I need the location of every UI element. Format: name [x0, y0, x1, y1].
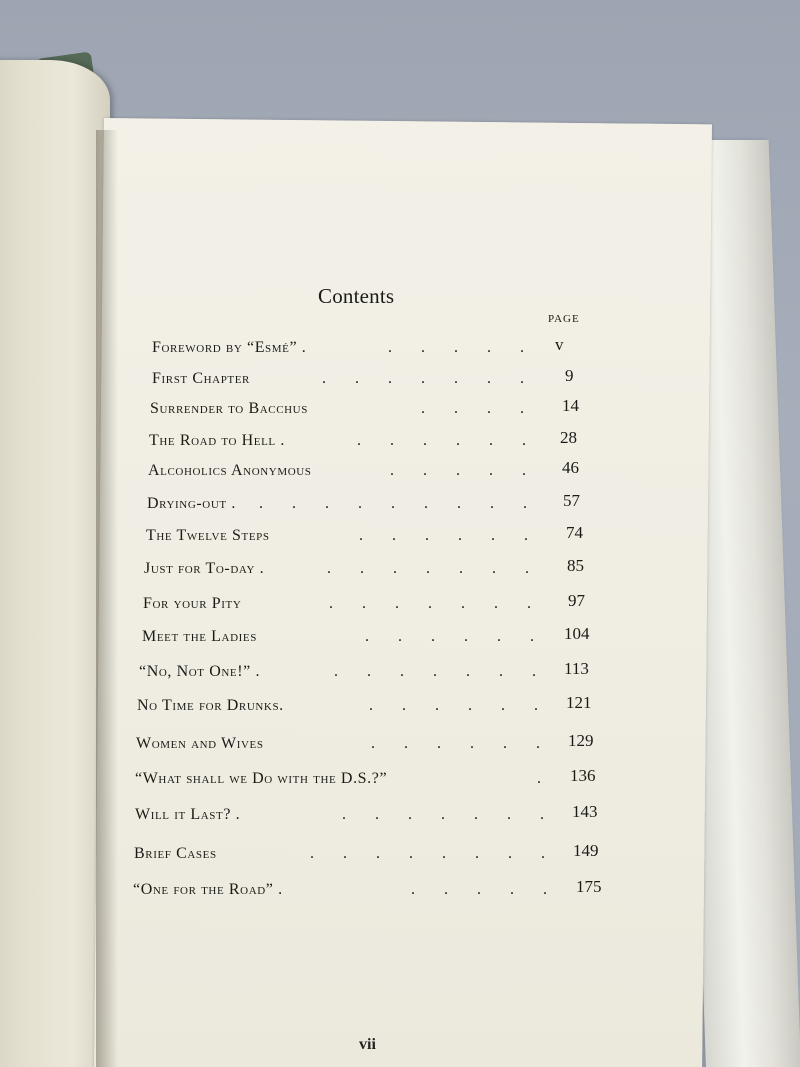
- leader-dot: .: [543, 881, 547, 898]
- toc-entry: [136, 731, 594, 753]
- toc-entry-title: Alcoholics Anonymous: [148, 462, 312, 479]
- leader-dot: .: [540, 806, 544, 823]
- leader-dot: .: [367, 663, 371, 680]
- leader-dot: .: [357, 432, 361, 449]
- leader-dot: .: [441, 806, 445, 823]
- leader-dot: .: [421, 339, 425, 356]
- toc-entry-title: The Twelve Steps: [146, 527, 270, 544]
- leader-dot: .: [541, 845, 545, 862]
- leader-dot: .: [487, 370, 491, 387]
- leader-dot: .: [376, 845, 380, 862]
- toc-entry-title: Foreword by “Esmé” .: [152, 339, 307, 356]
- leader-dot: .: [522, 432, 526, 449]
- leader-dot: .: [501, 697, 505, 714]
- toc-entry: [149, 428, 577, 450]
- leader-dot: .: [391, 495, 395, 512]
- leader-dot: .: [489, 462, 493, 479]
- toc-entry-title: “No, Not One!” .: [139, 663, 261, 680]
- toc-entry-page: 85: [567, 556, 584, 575]
- leader-dot: .: [334, 663, 338, 680]
- leader-dot: .: [392, 527, 396, 544]
- leader-dot: .: [435, 697, 439, 714]
- toc-entry-page: 57: [563, 491, 580, 510]
- toc-entry: [152, 366, 574, 388]
- leader-dot: .: [342, 806, 346, 823]
- toc-entry: [135, 802, 598, 824]
- leader-dot: .: [474, 806, 478, 823]
- toc-entry-title: Surrender to Bacchus: [150, 400, 308, 417]
- leader-dot: .: [497, 628, 501, 645]
- toc-entry: [152, 335, 564, 357]
- leader-dot: .: [423, 462, 427, 479]
- leader-dot: .: [355, 370, 359, 387]
- leader-dot: .: [259, 495, 263, 512]
- leader-dot: .: [402, 697, 406, 714]
- toc-entry-title: Meet the Ladies: [142, 628, 257, 645]
- leader-dot: .: [537, 770, 541, 787]
- toc-entry-title: Will it Last? .: [135, 806, 241, 823]
- leader-dot: .: [437, 735, 441, 752]
- toc-entry-title: No Time for Drunks.: [137, 697, 284, 714]
- toc-entry-page: 97: [568, 591, 585, 610]
- leader-dot: .: [393, 560, 397, 577]
- leader-dot: .: [508, 845, 512, 862]
- leader-dot: .: [499, 663, 503, 680]
- toc-entry: [137, 693, 592, 715]
- leader-dot: .: [421, 400, 425, 417]
- leader-dot: .: [424, 495, 428, 512]
- leader-dot: .: [492, 560, 496, 577]
- toc-entry-page: 121: [566, 693, 592, 712]
- page-folio: vii: [359, 1036, 376, 1053]
- leader-dot: .: [409, 845, 413, 862]
- toc-entry: [146, 523, 583, 545]
- leader-dot: .: [487, 339, 491, 356]
- toc-entry: [143, 591, 585, 613]
- leader-dot: .: [466, 663, 470, 680]
- toc-entry-page: 149: [573, 841, 599, 860]
- leader-dot: .: [536, 735, 540, 752]
- leader-dot: .: [494, 595, 498, 612]
- leader-dot: .: [520, 370, 524, 387]
- leader-dot: .: [530, 628, 534, 645]
- leader-dot: .: [428, 595, 432, 612]
- leader-dot: .: [425, 527, 429, 544]
- toc-entry-page: 143: [572, 802, 598, 821]
- toc-entry-page: 113: [564, 659, 589, 678]
- leader-dot: .: [329, 595, 333, 612]
- leader-dot: .: [388, 370, 392, 387]
- leader-dot: .: [522, 462, 526, 479]
- toc-entry-title: “What shall we Do with the D.S.?”: [135, 770, 388, 787]
- toc-entry-page: 9: [565, 366, 574, 385]
- toc-entry-title: Women and Wives: [136, 735, 264, 752]
- leader-dot: .: [532, 663, 536, 680]
- leader-dot: .: [408, 806, 412, 823]
- leader-dot: .: [327, 560, 331, 577]
- leader-dot: .: [475, 845, 479, 862]
- toc-entry: [144, 556, 584, 578]
- page-title: Contents: [318, 284, 395, 308]
- leader-dot: .: [390, 462, 394, 479]
- toc-entry: [147, 491, 580, 513]
- leader-dot: .: [477, 881, 481, 898]
- leader-dot: .: [444, 881, 448, 898]
- toc-entry-page: 28: [560, 428, 577, 447]
- leader-dot: .: [365, 628, 369, 645]
- leader-dot: .: [523, 495, 527, 512]
- toc-entry-title: Just for To-day .: [144, 560, 265, 577]
- toc-entry: [133, 877, 602, 899]
- leader-dot: .: [489, 432, 493, 449]
- leader-dot: .: [322, 370, 326, 387]
- toc-entry: [135, 766, 596, 788]
- toc-entry-title: “One for the Road” .: [133, 881, 283, 898]
- leader-dot: .: [456, 432, 460, 449]
- leader-dot: .: [343, 845, 347, 862]
- leader-dot: .: [534, 697, 538, 714]
- toc-entry-page: 46: [562, 458, 579, 477]
- leader-dot: .: [325, 495, 329, 512]
- leader-dot: .: [507, 806, 511, 823]
- toc-entry: [139, 659, 589, 681]
- leader-dot: .: [292, 495, 296, 512]
- leader-dot: .: [470, 735, 474, 752]
- leader-dot: .: [458, 527, 462, 544]
- leader-dot: .: [464, 628, 468, 645]
- leader-dot: .: [520, 400, 524, 417]
- leader-dot: .: [487, 400, 491, 417]
- toc-entry: [148, 458, 579, 480]
- toc-entry-page: 129: [568, 731, 594, 750]
- leader-dot: .: [359, 527, 363, 544]
- leader-dot: .: [527, 595, 531, 612]
- toc-entry: [142, 624, 590, 646]
- leader-dot: .: [491, 527, 495, 544]
- leader-dot: .: [426, 560, 430, 577]
- leader-dot: .: [468, 697, 472, 714]
- leader-dot: .: [454, 339, 458, 356]
- leader-dot: .: [371, 735, 375, 752]
- leader-dot: .: [461, 595, 465, 612]
- leader-dot: .: [431, 628, 435, 645]
- leader-dot: .: [398, 628, 402, 645]
- leader-dot: .: [454, 400, 458, 417]
- leader-dot: .: [310, 845, 314, 862]
- leader-dot: .: [442, 845, 446, 862]
- leader-dot: .: [362, 595, 366, 612]
- toc-entry-page: 136: [570, 766, 596, 785]
- leader-dot: .: [510, 881, 514, 898]
- toc-entry-title: Drying-out .: [147, 495, 236, 512]
- leader-dot: .: [457, 495, 461, 512]
- leader-dot: .: [411, 881, 415, 898]
- toc-entry-title: For your Pity: [143, 595, 242, 612]
- leader-dot: .: [390, 432, 394, 449]
- leader-dot: .: [375, 806, 379, 823]
- leader-dot: .: [369, 697, 373, 714]
- leader-dot: .: [358, 495, 362, 512]
- toc-entry: [134, 841, 599, 863]
- leader-dot: .: [433, 663, 437, 680]
- leader-dot: .: [404, 735, 408, 752]
- leader-dot: .: [423, 432, 427, 449]
- leader-dot: .: [520, 339, 524, 356]
- leader-dot: .: [490, 495, 494, 512]
- leader-dot: .: [395, 595, 399, 612]
- toc-entry-page: v: [555, 335, 564, 354]
- page-column-label: PAGE: [548, 313, 580, 325]
- toc-entry: [150, 396, 579, 418]
- leader-dot: .: [456, 462, 460, 479]
- leader-dot: .: [360, 560, 364, 577]
- leader-dot: .: [400, 663, 404, 680]
- leader-dot: .: [503, 735, 507, 752]
- leader-dot: .: [388, 339, 392, 356]
- toc-entry-page: 104: [564, 624, 590, 643]
- toc-entry-title: The Road to Hell .: [149, 432, 285, 449]
- toc-entry-page: 175: [576, 877, 602, 896]
- toc-entry-title: Brief Cases: [134, 845, 217, 862]
- toc-entry-title: First Chapter: [152, 370, 250, 387]
- leader-dot: .: [454, 370, 458, 387]
- leader-dot: .: [459, 560, 463, 577]
- toc-entry-page: 14: [562, 396, 579, 415]
- leader-dot: .: [421, 370, 425, 387]
- leader-dot: .: [525, 560, 529, 577]
- leader-dot: .: [524, 527, 528, 544]
- toc-entry-page: 74: [566, 523, 583, 542]
